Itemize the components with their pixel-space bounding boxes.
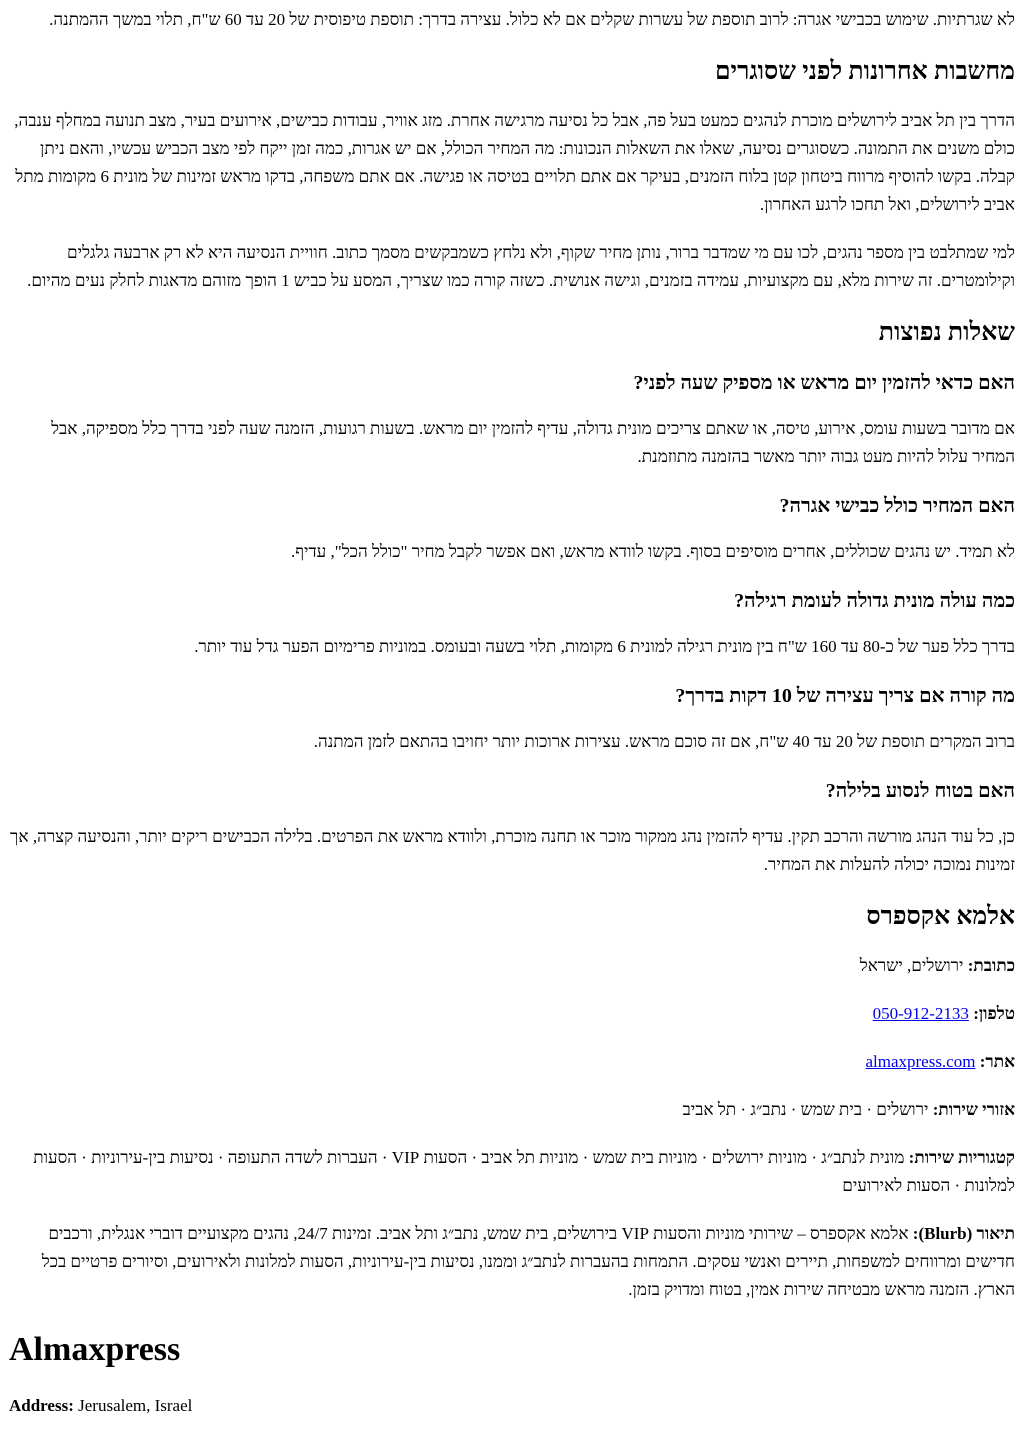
business-site-link[interactable]: almaxpress.com: [865, 1051, 976, 1071]
faq-question-3: כמה עולה מונית גדולה לעומת רגילה?: [734, 589, 1015, 612]
faq-question-1: האם כדאי להזמין יום מראש או מספיק שעה לפני?: [633, 371, 1015, 394]
business-site-label: אתר:: [979, 1051, 1015, 1071]
final-thoughts-paragraph-1: הדרך בין תל אביב לירושלים מוכרת לנהגים כמעט בעל פה, אבל כל נסיעה מרגישה אחרת. מזג אוויר, עבודות כבישים, אירועים בעיר, מצב תנועה במחלף ענבה, כולם משנים את התמונה. כשסוגרים נסיעה, שאלו את השאלות הנכונות: מה המחיר הכולל, אם יש אגרות, כמה זמן ייקח לפי מצב הכביש עכשיו, והאם ניתן קבלה. בקשו להוסיף מרווח ביטחון קטן בלוח הזמנים, בעיקר אם אתם תלויים בטיסה או פגישה. אם אתם משפחה, בדקו מראש זמינות של מונית 6 מקומות מתל אביב לירושלים, ואל תחכו לרגע האחרון.: [14, 110, 1015, 214]
intro-fragment-paragraph: לא שגרתיות. שימוש בכבישי אגרה: לרוב תוספת של עשרות שקלים אם לא כלול. עצירה בדרך: תוספת טיפוסית של 20 עד 60 ש"ח, תלוי במשך ההמתנה.: [49, 10, 1015, 29]
faq-question-4: מה קורה אם צריך עצירה של 10 דקות בדרך?: [675, 684, 1015, 707]
english-listing: [0, 1330, 1024, 1421]
final-thoughts-heading: מחשבות אחרונות לפני שסוגרים: [714, 57, 1015, 85]
english-address-value: Jerusalem, Israel: [78, 1396, 193, 1416]
english-business-heading: Almaxpress: [9, 1330, 181, 1368]
business-blurb-value: אלמא אקספרס – שירותי מוניות והסעות VIP בירושלים, בית שמש, נתב״ג ותל אביב. זמינות 24/7, נהגים מקצועיים דוברי אנגלית, ורכבים חדישים ומרווחים למשפחות, תיירים ואנשי עסקים. התמחות בהעברות לנתב״ג וממנו, נסיעות בין-עירוניות, הסעות למלונות ולאירועים, וסיורים פרטיים בכל הארץ. הזמנה מראש מבטיחה שירות אמין, בטוח ומדויק בזמן.: [41, 1223, 1015, 1299]
business-areas-value: ירושלים · בית שמש · נתב״ג · תל אביב: [682, 1099, 929, 1119]
faq-answer-3: בדרך כלל פער של כ-80 עד 160 ש"ח בין מונית רגילה למונית 6 מקומות, תלוי בשעה ובעומס. במוניות פרימיום הפער גדל עוד יותר.: [194, 636, 1015, 656]
faq-answer-2: לא תמיד. יש נהגים שכוללים, אחרים מוסיפים בסוף. בקשו לוודא מראש, ואם אפשר לקבל מחיר "כולל הכל", עדיף.: [290, 541, 1015, 561]
business-address-label: כתובת:: [967, 955, 1015, 975]
business-areas-row: [9, 1096, 1015, 1124]
faq-answer-5: כן, כל עוד הנהג מורשה והרכב תקין. עדיף להזמין נהג ממקור מוכר או תחנה מוכרת, ולוודא מראש את הפרטים. בלילה הכבישים ריקים יותר, והנסיעה קצרה, אך זמינות נמוכה יכולה להעלות את המחיר.: [10, 826, 1015, 874]
business-categories-value: מונית לנתב״ג · מוניות ירושלים · מוניות בית שמש · מוניות תל אביב · הסעות VIP · העברות לשדה התעופה · נסיעות בין-עירוניות · הסעות למלונות · הסעות לאירועים: [33, 1147, 1015, 1195]
faq-heading: שאלות נפוצות: [878, 318, 1015, 346]
business-categories-row: [9, 1144, 1015, 1200]
final-thoughts-paragraph-2: למי שמתלבט בין מספר נהגים, לכו עם מי שמדבר ברור, נותן מחיר שקוף, ולא נלחץ כשמבקשים מסמך כתוב. חוויית הנסיעה היא לא רק ארבעה גלגלים וקילומטרים. זה שירות מלא, עם מקצועיות, עמידה בזמנים, וגישה אנושית. כשזה קורה כמו שצריך, המסע על כביש 1 הופך מזוהם מדאגות לחלק נעים מהיום.: [27, 242, 1015, 290]
business-blurb-row: [9, 1220, 1015, 1304]
business-site-row: [9, 1048, 1015, 1076]
business-blurb-label: תיאור (Blurb):: [912, 1223, 1015, 1243]
english-address-row: [9, 1392, 1015, 1420]
business-heading: אלמא אקספרס: [866, 902, 1015, 930]
business-address-value: ירושלים, ישראל: [859, 955, 964, 975]
business-phone-label: טלפון:: [973, 1003, 1015, 1023]
business-areas-label: אזורי שירות:: [932, 1099, 1015, 1119]
faq-answer-1: אם מדובר בשעות עומס, אירוע, טיסה, או שאתם צריכים מונית גדולה, עדיף להזמין יום מראש. בשעות רגועות, הזמנה שעה לפני בדרך כלל מספיקה, אבל המחיר עלול להיות מעט גבוה יותר מאשר בהזמנה מתוזמנת.: [51, 418, 1015, 466]
faq-question-5: האם בטוח לנסוע בלילה?: [825, 779, 1015, 802]
business-phone-row: [9, 1000, 1015, 1028]
faq-question-2: האם המחיר כולל כבישי אגרה?: [779, 494, 1015, 517]
business-phone-link[interactable]: 050-912-2133: [872, 1003, 969, 1023]
faq-answer-4: ברוב המקרים תוספת של 20 עד 40 ש"ח, אם זה סוכם מראש. עצירות ארוכות יותר יחויבו בהתאם לזמן המתנה.: [313, 731, 1015, 751]
english-address-label: Address:: [9, 1396, 74, 1416]
business-address-row: [9, 952, 1015, 980]
business-categories-label: קטגוריות שירות:: [908, 1147, 1015, 1167]
